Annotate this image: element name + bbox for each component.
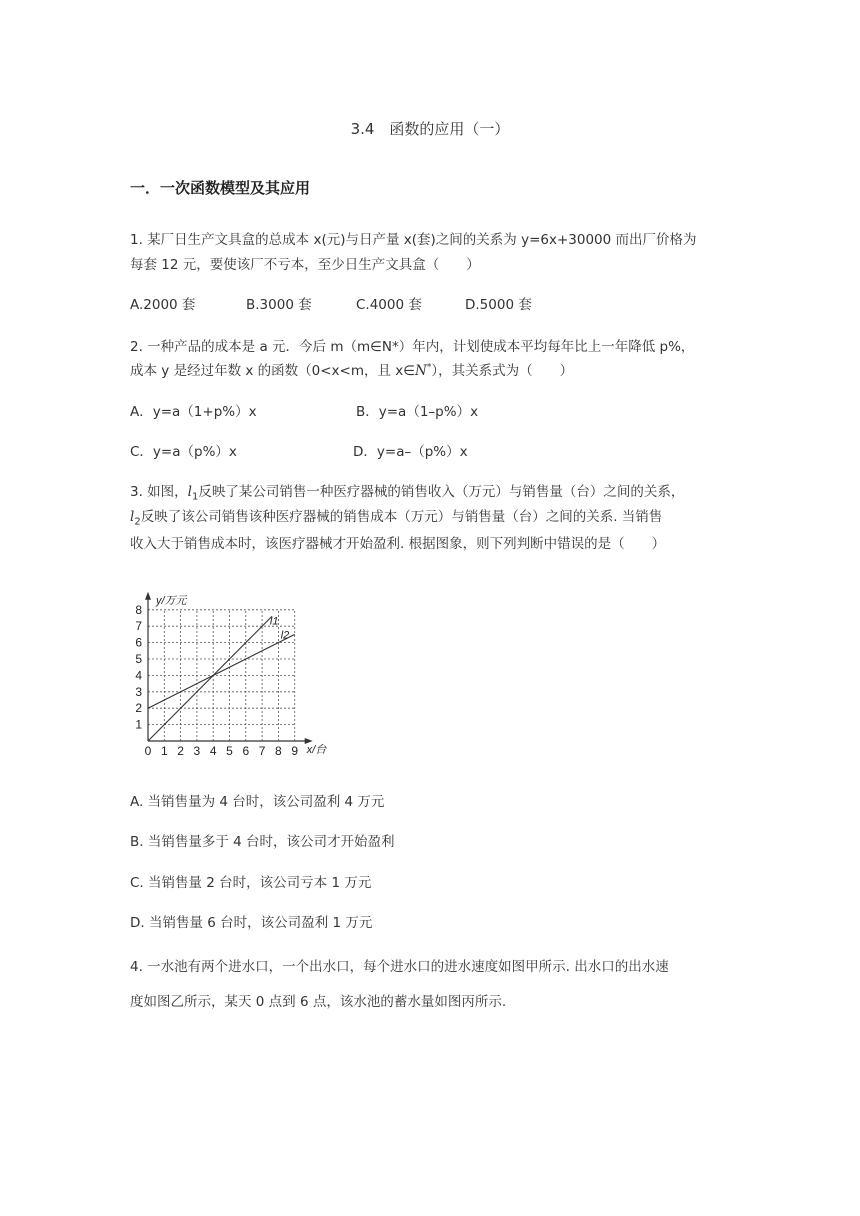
section-heading: 一．一次函数模型及其应用 [130, 179, 311, 197]
x-tick-label: 5 [226, 744, 233, 758]
y-tick-label: 6 [135, 635, 142, 650]
q3-option-a: A. 当销售量为 4 台时，该公司盈利 4 万元 [130, 794, 385, 810]
q2-stem-line2: 成本 y 是经过年数 x 的函数（0<x<m，且 x∈N*），其关系式为（ ） [130, 362, 574, 379]
q2-option-c: C．y=a（p%）x [130, 444, 237, 460]
q1-option-d: D.5000 套 [465, 297, 532, 313]
x-tick-label: 9 [291, 744, 299, 758]
page-title: 3.4 函数的应用（一） [350, 120, 510, 138]
series-line-l2 [148, 634, 295, 708]
q3-stem-line2: $l_2$反映了该公司销售该种医疗器械的销售成本（万元）与销售量（台）之间的关系. 当销售 [130, 509, 663, 528]
q1-option-b: B.3000 套 [246, 297, 312, 313]
q1-stem-line1: 1. 某厂日生产文具盒的总成本 x(元)与日产量 x(套)之间的关系为 y=6x+30000 而出厂价格为 [130, 232, 697, 248]
q3-option-d: D. 当销售量 6 台时，该公司盈利 1 万元 [130, 915, 373, 931]
y-tick-label: 4 [135, 668, 142, 683]
x-tick-label: 8 [275, 744, 282, 758]
q3-stem-line1: 3. 如图，$l_1$反映了某公司销售一种医疗器械的销售收入（万元）与销售量（台）之间的关系， [130, 484, 685, 503]
x-tick-label: 1 [160, 744, 168, 758]
q3-stem-line3: 收入大于销售成本时，该医疗器械才开始盈利. 根据图象，则下列判断中错误的是（ ） [130, 536, 666, 552]
y-tick-label: 1 [135, 717, 142, 732]
q2-option-d: D．y=a–（p%）x [353, 444, 468, 460]
q2-option-b: B．y=a（1–p%）x [356, 404, 479, 420]
q2-stem-line1: 2. 一种产品的成本是 a 元．今后 m（m∈N*）年内，计划使成本平均每年比上一年降低 p%， [130, 339, 695, 355]
y-tick-label: 3 [135, 684, 142, 699]
x-tick-label: 2 [177, 744, 184, 758]
q1-option-c: C.4000 套 [356, 297, 422, 313]
y-axis-arrow-icon [145, 592, 151, 600]
x-tick-label: 4 [209, 744, 217, 758]
y-tick-label: 8 [135, 602, 142, 617]
y-tick-label: 7 [135, 619, 142, 634]
q2-option-a: A．y=a（1+p%）x [130, 404, 257, 420]
math-set-symbol: N [415, 363, 427, 379]
series-line-l1 [148, 616, 272, 741]
y-tick-label: 2 [135, 701, 142, 716]
q3-option-b: B. 当销售量多于 4 台时，该公司才开始盈利 [130, 834, 395, 850]
sales-chart [128, 574, 338, 760]
series-label-l2: l2 [280, 629, 290, 642]
q1-stem-line2: 每套 12 元，要使该厂不亏本，至少日生产文具盒（ ） [130, 257, 480, 273]
y-tick-label: 5 [135, 652, 142, 666]
y-axis-label: y/万元 [156, 594, 187, 607]
q3-option-c: C. 当销售量 2 台时，该公司亏本 1 万元 [130, 875, 372, 891]
x-tick-label: 6 [242, 744, 250, 758]
x-tick-label: 0 [144, 744, 152, 758]
series-label-l1: l1 [269, 615, 279, 628]
x-tick-label: 7 [258, 744, 266, 758]
q1-option-a: A.2000 套 [130, 297, 196, 313]
q4-stem-line2: 度如图乙所示，某天 0 点到 6 点，该水池的蓄水量如图丙所示. [130, 994, 507, 1010]
q4-stem-line1: 4. 一水池有两个进水口，一个出水口，每个进水口的进水速度如图甲所示. 出水口的出水速 [130, 959, 669, 975]
x-tick-label: 3 [193, 744, 201, 758]
x-axis-label: x/台 [306, 744, 327, 756]
